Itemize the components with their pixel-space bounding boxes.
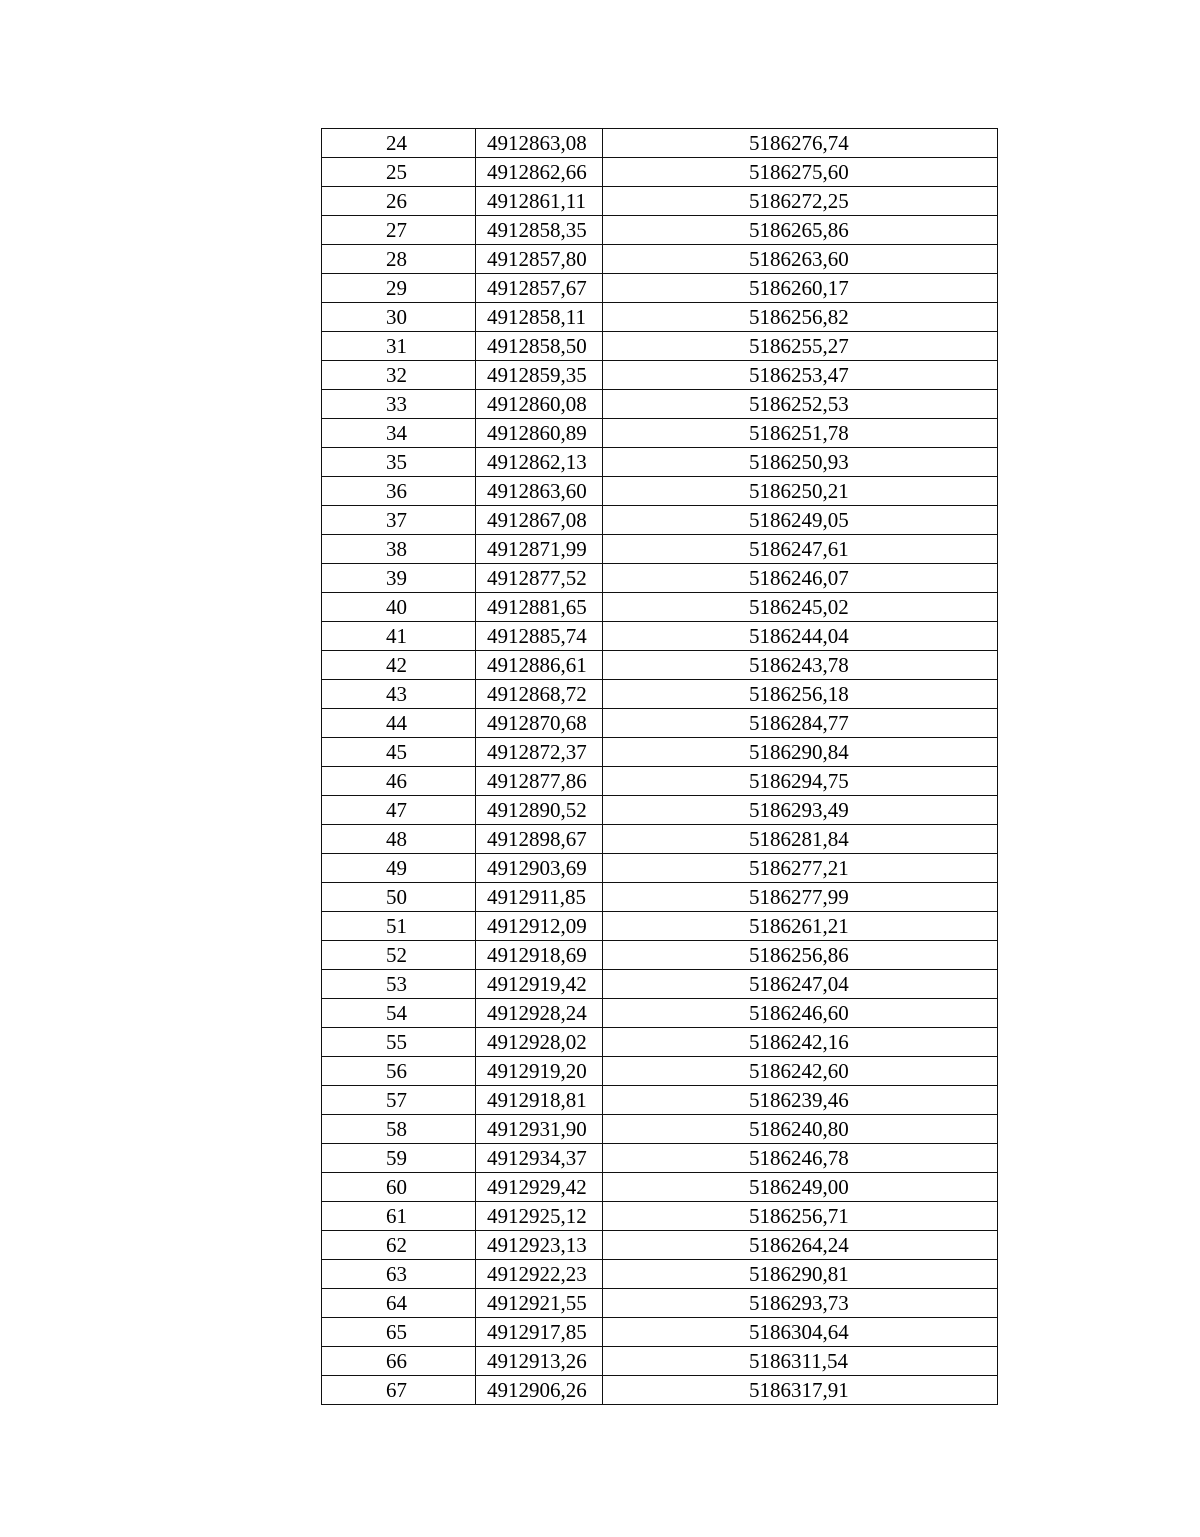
y-coordinate-cell: 5186264,24 bbox=[603, 1231, 998, 1260]
x-coordinate-cell: 4912872,37 bbox=[476, 738, 603, 767]
x-coordinate-cell: 4912877,86 bbox=[476, 767, 603, 796]
x-coordinate-cell: 4912862,13 bbox=[476, 448, 603, 477]
point-number-cell: 26 bbox=[322, 187, 476, 216]
x-coordinate-cell: 4912913,26 bbox=[476, 1347, 603, 1376]
x-coordinate-cell: 4912919,42 bbox=[476, 970, 603, 999]
table-row bbox=[322, 129, 998, 158]
x-coordinate-cell: 4912863,08 bbox=[476, 129, 603, 158]
y-coordinate-cell: 5186245,02 bbox=[603, 593, 998, 622]
y-coordinate-cell: 5186311,54 bbox=[603, 1347, 998, 1376]
table-row bbox=[322, 1260, 998, 1289]
x-coordinate-cell: 4912925,12 bbox=[476, 1202, 603, 1231]
x-coordinate-cell: 4912929,42 bbox=[476, 1173, 603, 1202]
point-number-cell: 53 bbox=[322, 970, 476, 999]
y-coordinate-cell: 5186244,04 bbox=[603, 622, 998, 651]
point-number-cell: 54 bbox=[322, 999, 476, 1028]
point-number-cell: 30 bbox=[322, 303, 476, 332]
y-coordinate-cell: 5186243,78 bbox=[603, 651, 998, 680]
x-coordinate-cell: 4912860,08 bbox=[476, 390, 603, 419]
point-number-cell: 49 bbox=[322, 854, 476, 883]
y-coordinate-cell: 5186240,80 bbox=[603, 1115, 998, 1144]
x-coordinate-cell: 4912911,85 bbox=[476, 883, 603, 912]
y-coordinate-cell: 5186281,84 bbox=[603, 825, 998, 854]
point-number-cell: 60 bbox=[322, 1173, 476, 1202]
table-row bbox=[322, 303, 998, 332]
y-coordinate-cell: 5186293,73 bbox=[603, 1289, 998, 1318]
y-coordinate-cell: 5186277,21 bbox=[603, 854, 998, 883]
x-coordinate-cell: 4912877,52 bbox=[476, 564, 603, 593]
table-row bbox=[322, 1347, 998, 1376]
x-coordinate-cell: 4912859,35 bbox=[476, 361, 603, 390]
point-number-cell: 61 bbox=[322, 1202, 476, 1231]
x-coordinate-cell: 4912903,69 bbox=[476, 854, 603, 883]
table-row bbox=[322, 1086, 998, 1115]
point-number-cell: 62 bbox=[322, 1231, 476, 1260]
table-row bbox=[322, 1289, 998, 1318]
y-coordinate-cell: 5186261,21 bbox=[603, 912, 998, 941]
table-row bbox=[322, 796, 998, 825]
y-coordinate-cell: 5186247,61 bbox=[603, 535, 998, 564]
point-number-cell: 24 bbox=[322, 129, 476, 158]
x-coordinate-cell: 4912928,24 bbox=[476, 999, 603, 1028]
x-coordinate-cell: 4912934,37 bbox=[476, 1144, 603, 1173]
x-coordinate-cell: 4912868,72 bbox=[476, 680, 603, 709]
table-row bbox=[322, 1115, 998, 1144]
table-row bbox=[322, 1376, 998, 1405]
table-row bbox=[322, 1144, 998, 1173]
point-number-cell: 57 bbox=[322, 1086, 476, 1115]
point-number-cell: 45 bbox=[322, 738, 476, 767]
x-coordinate-cell: 4912857,67 bbox=[476, 274, 603, 303]
x-coordinate-cell: 4912922,23 bbox=[476, 1260, 603, 1289]
x-coordinate-cell: 4912885,74 bbox=[476, 622, 603, 651]
y-coordinate-cell: 5186256,18 bbox=[603, 680, 998, 709]
table-row bbox=[322, 883, 998, 912]
table-row bbox=[322, 535, 998, 564]
x-coordinate-cell: 4912862,66 bbox=[476, 158, 603, 187]
point-number-cell: 33 bbox=[322, 390, 476, 419]
y-coordinate-cell: 5186247,04 bbox=[603, 970, 998, 999]
point-number-cell: 25 bbox=[322, 158, 476, 187]
x-coordinate-cell: 4912918,81 bbox=[476, 1086, 603, 1115]
point-number-cell: 55 bbox=[322, 1028, 476, 1057]
table-row bbox=[322, 1173, 998, 1202]
x-coordinate-cell: 4912912,09 bbox=[476, 912, 603, 941]
table-row bbox=[322, 825, 998, 854]
x-coordinate-cell: 4912867,08 bbox=[476, 506, 603, 535]
point-number-cell: 48 bbox=[322, 825, 476, 854]
point-number-cell: 58 bbox=[322, 1115, 476, 1144]
point-number-cell: 28 bbox=[322, 245, 476, 274]
point-number-cell: 39 bbox=[322, 564, 476, 593]
point-number-cell: 56 bbox=[322, 1057, 476, 1086]
coordinates-table bbox=[321, 128, 998, 1405]
point-number-cell: 47 bbox=[322, 796, 476, 825]
point-number-cell: 63 bbox=[322, 1260, 476, 1289]
x-coordinate-cell: 4912861,11 bbox=[476, 187, 603, 216]
y-coordinate-cell: 5186255,27 bbox=[603, 332, 998, 361]
x-coordinate-cell: 4912871,99 bbox=[476, 535, 603, 564]
table-row bbox=[322, 274, 998, 303]
point-number-cell: 44 bbox=[322, 709, 476, 738]
point-number-cell: 59 bbox=[322, 1144, 476, 1173]
x-coordinate-cell: 4912857,80 bbox=[476, 245, 603, 274]
table-row bbox=[322, 448, 998, 477]
y-coordinate-cell: 5186275,60 bbox=[603, 158, 998, 187]
table-row bbox=[322, 709, 998, 738]
table-row bbox=[322, 854, 998, 883]
x-coordinate-cell: 4912898,67 bbox=[476, 825, 603, 854]
point-number-cell: 64 bbox=[322, 1289, 476, 1318]
table-row bbox=[322, 622, 998, 651]
point-number-cell: 43 bbox=[322, 680, 476, 709]
table-row bbox=[322, 970, 998, 999]
table-row bbox=[322, 1202, 998, 1231]
y-coordinate-cell: 5186256,86 bbox=[603, 941, 998, 970]
y-coordinate-cell: 5186260,17 bbox=[603, 274, 998, 303]
point-number-cell: 27 bbox=[322, 216, 476, 245]
point-number-cell: 50 bbox=[322, 883, 476, 912]
point-number-cell: 34 bbox=[322, 419, 476, 448]
table-row bbox=[322, 593, 998, 622]
table-row bbox=[322, 216, 998, 245]
coordinates-table-body bbox=[322, 129, 998, 1405]
y-coordinate-cell: 5186317,91 bbox=[603, 1376, 998, 1405]
table-row bbox=[322, 1231, 998, 1260]
point-number-cell: 29 bbox=[322, 274, 476, 303]
y-coordinate-cell: 5186290,84 bbox=[603, 738, 998, 767]
x-coordinate-cell: 4912917,85 bbox=[476, 1318, 603, 1347]
table-row bbox=[322, 564, 998, 593]
table-row bbox=[322, 999, 998, 1028]
point-number-cell: 42 bbox=[322, 651, 476, 680]
y-coordinate-cell: 5186250,21 bbox=[603, 477, 998, 506]
y-coordinate-cell: 5186249,05 bbox=[603, 506, 998, 535]
y-coordinate-cell: 5186263,60 bbox=[603, 245, 998, 274]
point-number-cell: 40 bbox=[322, 593, 476, 622]
y-coordinate-cell: 5186249,00 bbox=[603, 1173, 998, 1202]
x-coordinate-cell: 4912918,69 bbox=[476, 941, 603, 970]
table-row bbox=[322, 477, 998, 506]
x-coordinate-cell: 4912921,55 bbox=[476, 1289, 603, 1318]
table-row bbox=[322, 361, 998, 390]
x-coordinate-cell: 4912928,02 bbox=[476, 1028, 603, 1057]
point-number-cell: 36 bbox=[322, 477, 476, 506]
table-row bbox=[322, 332, 998, 361]
table-row bbox=[322, 506, 998, 535]
x-coordinate-cell: 4912858,35 bbox=[476, 216, 603, 245]
table-row bbox=[322, 767, 998, 796]
y-coordinate-cell: 5186293,49 bbox=[603, 796, 998, 825]
table-row bbox=[322, 419, 998, 448]
point-number-cell: 41 bbox=[322, 622, 476, 651]
x-coordinate-cell: 4912886,61 bbox=[476, 651, 603, 680]
table-row bbox=[322, 941, 998, 970]
y-coordinate-cell: 5186294,75 bbox=[603, 767, 998, 796]
x-coordinate-cell: 4912860,89 bbox=[476, 419, 603, 448]
table-row bbox=[322, 1028, 998, 1057]
table-row bbox=[322, 680, 998, 709]
y-coordinate-cell: 5186246,07 bbox=[603, 564, 998, 593]
x-coordinate-cell: 4912931,90 bbox=[476, 1115, 603, 1144]
x-coordinate-cell: 4912881,65 bbox=[476, 593, 603, 622]
y-coordinate-cell: 5186304,64 bbox=[603, 1318, 998, 1347]
x-coordinate-cell: 4912870,68 bbox=[476, 709, 603, 738]
x-coordinate-cell: 4912919,20 bbox=[476, 1057, 603, 1086]
x-coordinate-cell: 4912863,60 bbox=[476, 477, 603, 506]
point-number-cell: 35 bbox=[322, 448, 476, 477]
point-number-cell: 51 bbox=[322, 912, 476, 941]
y-coordinate-cell: 5186256,71 bbox=[603, 1202, 998, 1231]
y-coordinate-cell: 5186253,47 bbox=[603, 361, 998, 390]
x-coordinate-cell: 4912858,11 bbox=[476, 303, 603, 332]
y-coordinate-cell: 5186290,81 bbox=[603, 1260, 998, 1289]
x-coordinate-cell: 4912906,26 bbox=[476, 1376, 603, 1405]
x-coordinate-cell: 4912858,50 bbox=[476, 332, 603, 361]
table-row bbox=[322, 1318, 998, 1347]
point-number-cell: 38 bbox=[322, 535, 476, 564]
y-coordinate-cell: 5186272,25 bbox=[603, 187, 998, 216]
point-number-cell: 67 bbox=[322, 1376, 476, 1405]
table-row bbox=[322, 158, 998, 187]
point-number-cell: 37 bbox=[322, 506, 476, 535]
x-coordinate-cell: 4912923,13 bbox=[476, 1231, 603, 1260]
point-number-cell: 46 bbox=[322, 767, 476, 796]
point-number-cell: 66 bbox=[322, 1347, 476, 1376]
table-row bbox=[322, 245, 998, 274]
point-number-cell: 65 bbox=[322, 1318, 476, 1347]
y-coordinate-cell: 5186242,16 bbox=[603, 1028, 998, 1057]
y-coordinate-cell: 5186250,93 bbox=[603, 448, 998, 477]
table-row bbox=[322, 187, 998, 216]
table-row bbox=[322, 390, 998, 419]
y-coordinate-cell: 5186277,99 bbox=[603, 883, 998, 912]
y-coordinate-cell: 5186246,78 bbox=[603, 1144, 998, 1173]
y-coordinate-cell: 5186284,77 bbox=[603, 709, 998, 738]
y-coordinate-cell: 5186252,53 bbox=[603, 390, 998, 419]
y-coordinate-cell: 5186246,60 bbox=[603, 999, 998, 1028]
y-coordinate-cell: 5186242,60 bbox=[603, 1057, 998, 1086]
point-number-cell: 52 bbox=[322, 941, 476, 970]
table-row bbox=[322, 1057, 998, 1086]
table-row bbox=[322, 738, 998, 767]
y-coordinate-cell: 5186276,74 bbox=[603, 129, 998, 158]
x-coordinate-cell: 4912890,52 bbox=[476, 796, 603, 825]
y-coordinate-cell: 5186256,82 bbox=[603, 303, 998, 332]
table-row bbox=[322, 912, 998, 941]
y-coordinate-cell: 5186251,78 bbox=[603, 419, 998, 448]
y-coordinate-cell: 5186239,46 bbox=[603, 1086, 998, 1115]
y-coordinate-cell: 5186265,86 bbox=[603, 216, 998, 245]
table-row bbox=[322, 651, 998, 680]
point-number-cell: 32 bbox=[322, 361, 476, 390]
point-number-cell: 31 bbox=[322, 332, 476, 361]
